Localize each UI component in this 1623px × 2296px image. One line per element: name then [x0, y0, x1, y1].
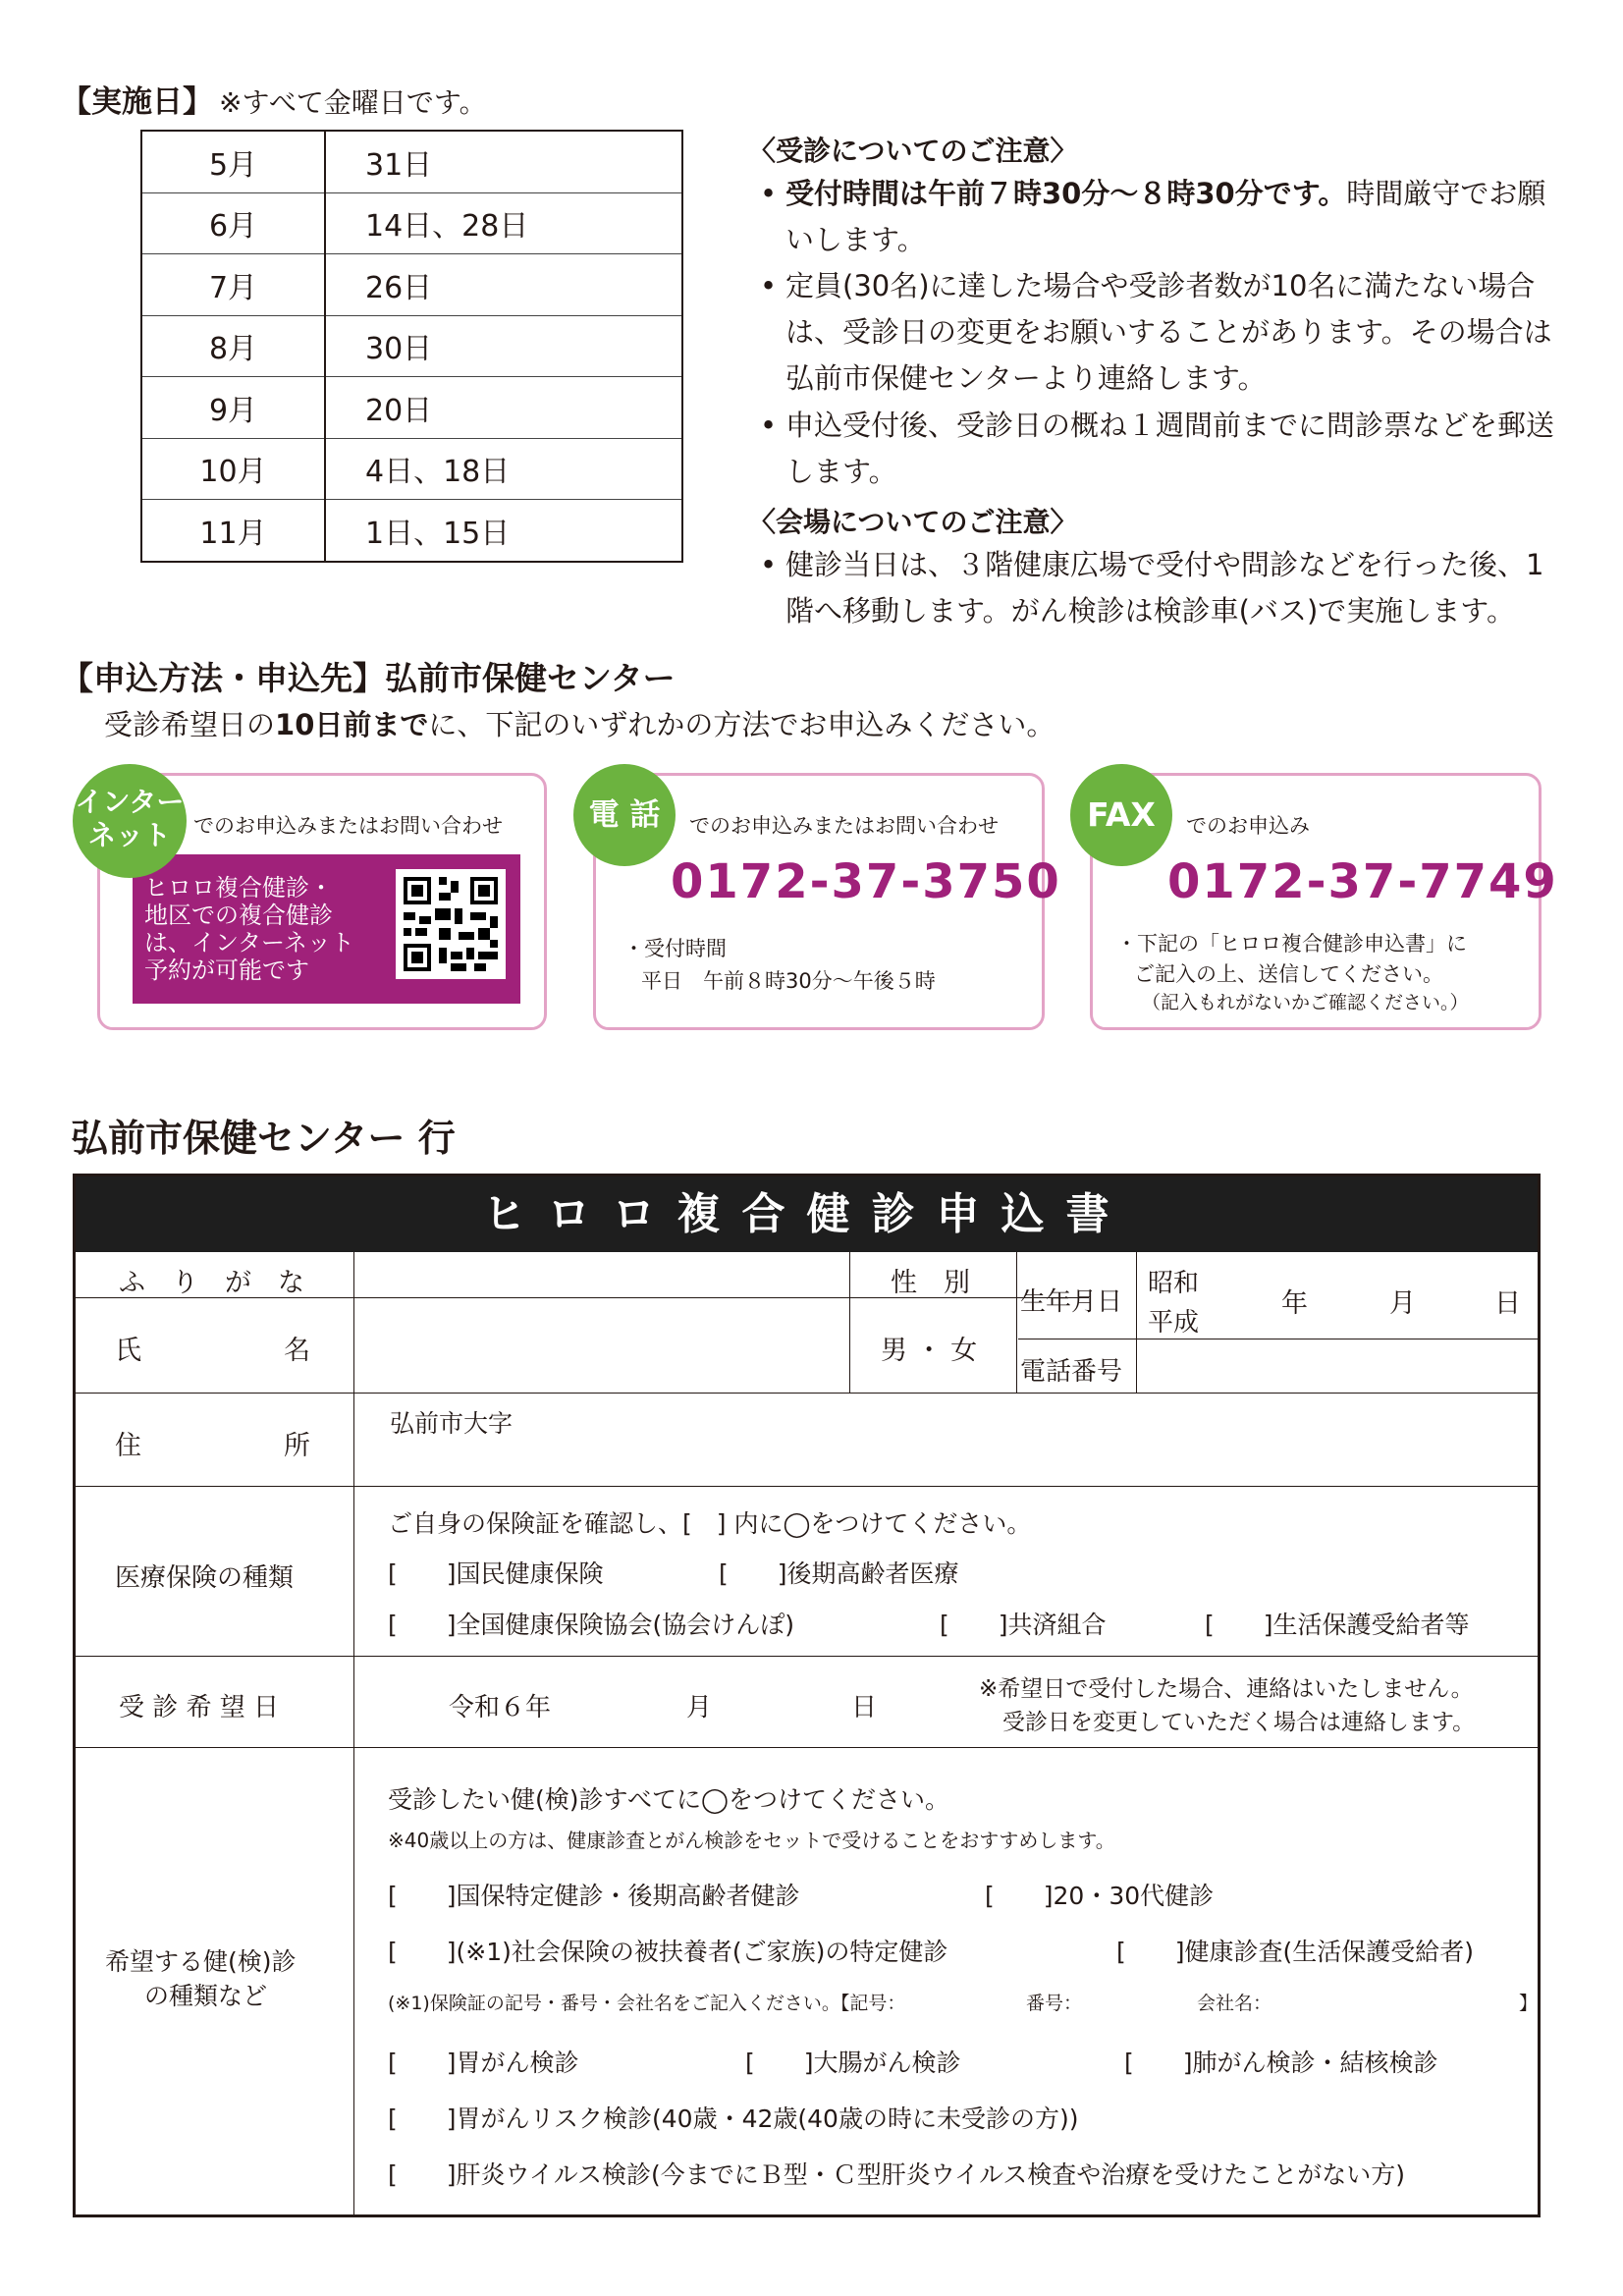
exams-label: 希望する健(検)診 [105, 1947, 297, 1976]
exam-option[interactable]: [ ]胃がん検診 [388, 2049, 579, 2077]
exam-option[interactable]: [ ](※1)社会保険の被扶養者(ご家族)の特定健診 [388, 1938, 948, 1966]
date-label: 受 診 希 望 日 [119, 1693, 280, 1722]
ins-option[interactable]: [ ]後期高齢者医療 [719, 1559, 959, 1588]
schedule-heading: 【実施日】 ※すべて金曜日です。 [61, 84, 487, 120]
exam-option[interactable]: [ ]20・30代健診 [985, 1882, 1215, 1910]
schedule-row: 5月 31日 [141, 131, 682, 192]
exam-note-3: • 申込受付後、受診日の概ね１週間前までに問診票などを郵送します。 [760, 409, 1555, 488]
internet-badge: インター ネット [73, 764, 187, 878]
application-form: ヒロロ複合健診申込書 ふ り が な 氏 名 性 別 男 ・ 女 生年月日 昭和 平成 年 月 日 電話番号 住 所 弘前市大字 医療保険の種類 ご自身の保険証を確認し、[ ] 内に◯をつけてください。 [ ]国民健康保険 [ ]後期高齢者医療 [ ]全国健康保険協会(協会けんぽ) [ ]共済組合 [ ]生活保護受給者等 受 診 希 望 日 令和６年 月 日 ※希望日で受付した場合、連絡はいたしません。 受診日を変更していただく場合は連絡します。 希望する健(検)診 の種類など 受診したい健(検)診すべてに◯をつけてください。 ※40歳以上の方は、健康診査とがん検診をセットで受けることをおすすめします。 [ ]国保特定健診・後期高齢者健診 [ ]20・30代健診 [ ](※1)社会保険の被扶養者(ご家族)の特定健診 [ ]健康診査(生活保護受給者) (※1)保険証の記号・番号・会社名をご記入ください。【記号： 番号： 会社名： 】 [ ]胃がん検診 [ ]大腸がん検診 [ ]肺がん検診・結核検診 [ ]胃がんリスク検診(40歳・42歳(40歳の時に未受診の方)) [ ]肝炎ウイルス検診(今までにＢ型・Ｃ型肝炎ウイルス検査や治療を受けたことがない方) [73, 1174, 1541, 2217]
internet-info-panel: ヒロロ複合健診・ 地区での複合健診 は、インターネット 予約が可能です [133, 854, 520, 1004]
sex-label: 性 別 [891, 1268, 970, 1298]
apply-heading: 【申込方法・申込先】弘前市保健センター [61, 659, 676, 697]
ins-option[interactable]: [ ]生活保護受給者等 [1205, 1611, 1470, 1639]
phone-number[interactable]: 0172-37-3750 [671, 854, 1061, 909]
exam-option[interactable]: [ ]大腸がん検診 [745, 2049, 961, 2077]
exam-option[interactable]: [ ]国保特定健診・後期高齢者健診 [388, 1882, 800, 1910]
date-month-field[interactable] [537, 1679, 675, 1722]
schedule-row: 9月 20日 [141, 377, 682, 439]
birthdate-label: 生年月日 [1020, 1287, 1123, 1317]
venue-note-1: • 健診当日は、３階健康広場で受付や問診などを行った後、1階へ移動します。がん検診は検診車(バス)で実施します。 [760, 548, 1544, 628]
schedule-row: 7月 26日 [141, 254, 682, 316]
exam-note-1: • 受付時間は午前７時30分～８時30分です。時間厳守でお願いします。 [760, 177, 1546, 256]
phone-field[interactable] [1139, 1341, 1540, 1391]
schedule-table [140, 130, 683, 563]
furigana-field[interactable] [356, 1254, 847, 1295]
venue-notes-heading: 〈会場についてのご注意〉 [748, 506, 1078, 538]
apply-subtext: 受診希望日の10日前までに、下記のいずれかの方法でお申込みください。 [104, 708, 1055, 741]
exam-option[interactable]: [ ]胃がんリスク検診(40歳・42歳(40歳の時に未受診の方)) [388, 2105, 1079, 2133]
phone-badge: 電 話 [573, 764, 676, 866]
phone-label: 電話番号 [1020, 1357, 1123, 1387]
ins-option[interactable]: [ ]国民健康保険 [388, 1559, 604, 1588]
fax-number[interactable]: 0172-37-7749 [1167, 854, 1558, 909]
date-day-field[interactable] [704, 1679, 841, 1722]
schedule-row: 8月 30日 [141, 315, 682, 377]
fax-badge: FAX [1070, 764, 1172, 866]
exam-option[interactable]: [ ]肝炎ウイルス検診(今までにＢ型・Ｃ型肝炎ウイルス検査や治療を受けたことがない方) [388, 2160, 1406, 2189]
exam-note-2: • 定員(30名)に達した場合や受診者数が10名に満たない場合は、受診日の変更をお願いすることがあります。その場合は弘前市保健センターより連絡します。 [760, 269, 1552, 395]
fax-box: でのお申込み 0172-37-7749 ・下記の「ヒロロ複合健診申込書」に ご記入の上、送信してください。 （記入もれがないかご確認ください。） [1090, 773, 1542, 1030]
ins-option[interactable]: [ ]全国健康保険協会(協会けんぽ) [388, 1611, 795, 1639]
form-addressee: 弘前市保健センター 行 [71, 1117, 456, 1160]
name-field[interactable] [356, 1300, 847, 1391]
sex-options[interactable]: 男 ・ 女 [881, 1336, 978, 1366]
exam-option[interactable]: [ ]肺がん検診・結核検診 [1124, 2049, 1438, 2077]
phone-box: でのお申込みまたはお問い合わせ 0172-37-3750 ・受付時間 平日 午前８時30分～午後５時 [593, 773, 1045, 1030]
insurance-label: 医療保険の種類 [115, 1563, 295, 1593]
schedule-row: 10月 4日、18日 [141, 438, 682, 500]
qr-code-icon[interactable] [396, 869, 506, 979]
era-heisei[interactable]: 平成 [1148, 1308, 1200, 1338]
form-title: ヒロロ複合健診申込書 [76, 1176, 1538, 1252]
era-showa[interactable]: 昭和 [1148, 1269, 1200, 1298]
schedule-row: 6月 14日、28日 [141, 192, 682, 254]
address-field[interactable]: 弘前市大字 [390, 1409, 514, 1438]
exam-option[interactable]: [ ]健康診査(生活保護受給者) [1116, 1938, 1475, 1966]
exam-notes-heading: 〈受診についてのご注意〉 [748, 135, 1078, 167]
ins-option[interactable]: [ ]共済組合 [940, 1611, 1107, 1639]
furigana-label: ふ り が な [119, 1268, 304, 1298]
internet-box: でのお申込みまたはお問い合わせ ヒロロ複合健診・ 地区での複合健診 は、インターネット 予約が可能です [97, 773, 547, 1030]
schedule-row: 11月 1日、15日 [141, 500, 682, 562]
